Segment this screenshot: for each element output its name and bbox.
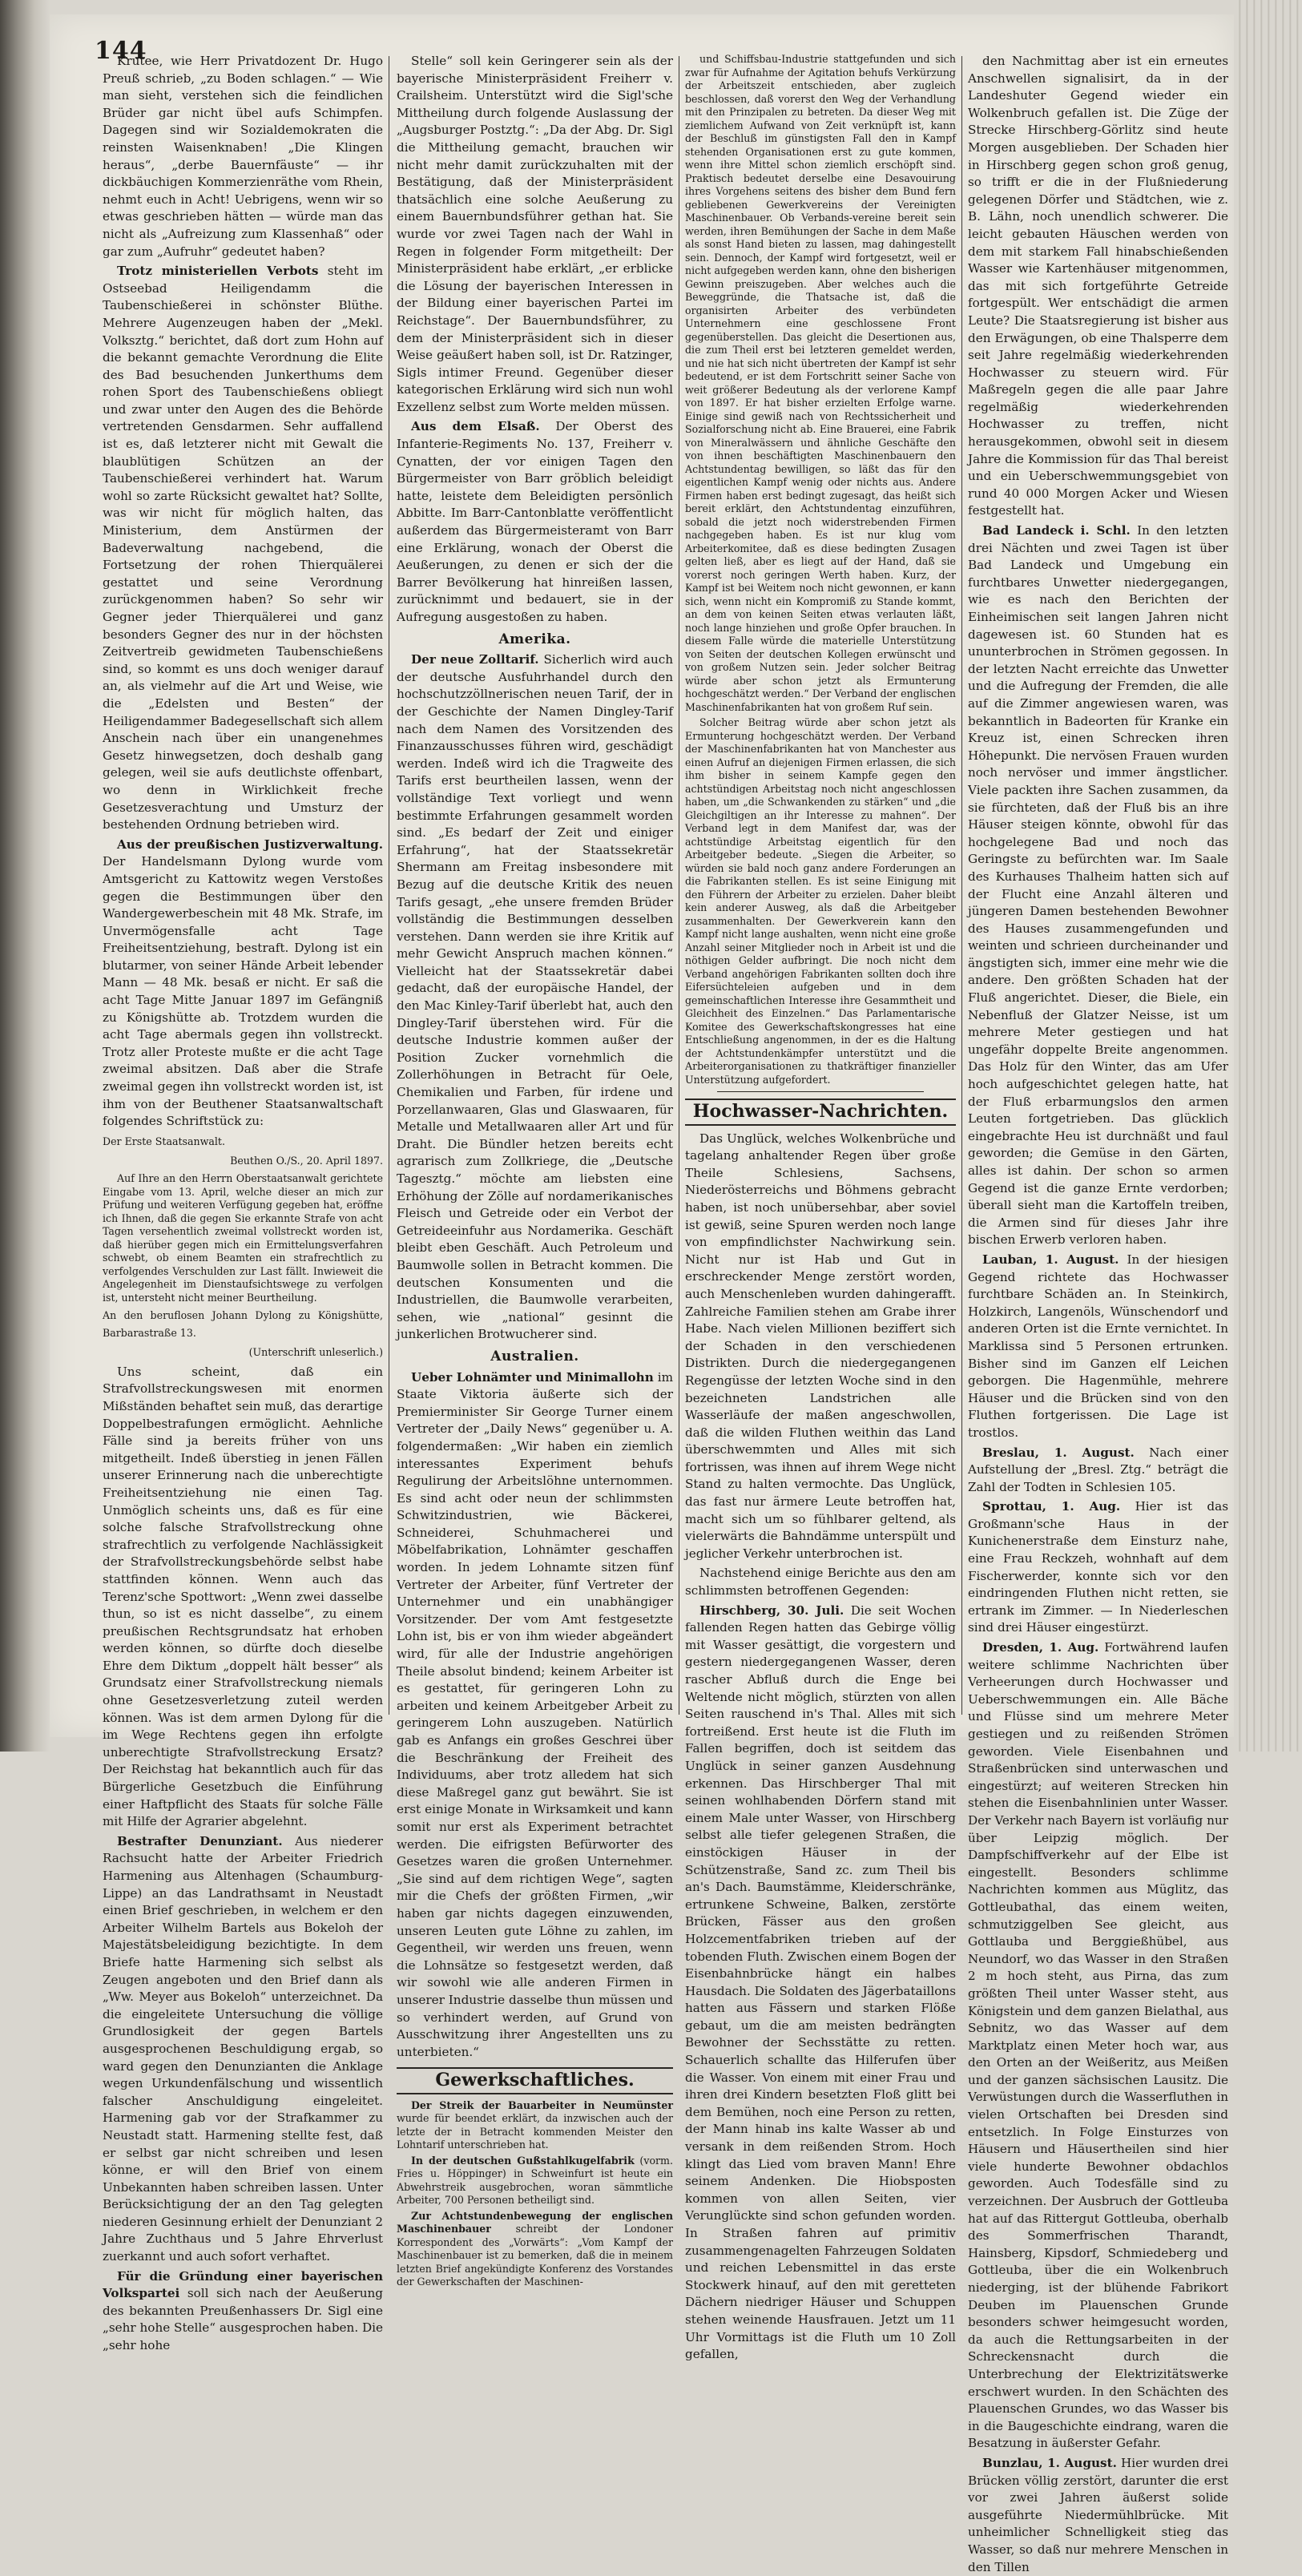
paragraph-body: Der Handelsmann Dylong wurde vom Amtsgericht zu Kattowitz wegen Verstoßes gegen die Bestimmungen über den Wandergewerbeschein mit 48 Mk. Strafe, im Unvermögensfalle acht Tage Freiheitsentziehung, bestraft. Dylong ist ein blutarmer, von seiner Hände Arbeit lebender Mann — 48 Mk. besaß er nicht. Er saß die acht Tage Mitte Januar 1897 im Gefängniß zu Königshütte ab. Trotzdem wurden die acht Tage abermals gegen ihn vollstreckt. Trotz aller Proteste mußte er die acht Tage zweimal absitzen. Daß aber die Strafe zweimal gegen ihn vollstreckt worden ist, ist ihm von der Beuthener Staatsanwaltschaft folgendes Schriftstück zu: <box>103 854 383 1129</box>
paragraph: Uns scheint, daß ein Strafvollstreckungswesen mit enormen Mißständen behaftet sein muß, das derartige Doppelbestrafungen ermöglicht. Aehnliche Fälle sind ja bereits früher von uns mitgetheilt. Indeß überstieg in jenen Fällen unserer Erinnerung nach die unberechtigte Freiheitsentziehung nie einen Tag. Unmöglich scheints uns, daß es für eine solche falsche Strafvollstreckung ohne strafrechtlich zu verfolgende Nachlässigkeit der Strafvollstreckungsbehörde selbst habe stattfinden können. Wenn auch das Terenz'sche Spottwort: „Wenn zwei dasselbe thun, so ist es nicht dasselbe“, zu einem preußischen Rechtsgrundsatz hat erhoben werden können, so dürfte doch dieselbe Ehre dem Diktum „doppelt hält besser“ als Grundsatz einer Strafvollstreckung niemals ohne Gesetzesverletzung zuteil werden können. Was ist dem armen Dylong für die im Wege Rechtens gegen ihn erfolgte unberechtigte Strafvollstreckung Ersatz? Der Reichstag hat bekanntlich auch für das Bürgerliche Gesetzbuch die Einführung einer Haftpflicht des Staats für solche Fälle mit Hilfe der Agrarier abgelehnt. <box>103 1364 383 1829</box>
paragraph-body: Fortwährend laufen weitere schlimme Nachrichten über Verheerungen durch Hochwasser und Ueberschwemmungen ein. Alle Bäche und Flüsse sind um mehrere Meter gestiegen und zu reißenden Strömen geworden. Viele Eisenbahnen und Straßenbrücken sind unterwaschen und eingestürzt; auf weiteren Strecken hin stehen die Eisenbahnlinien unter Wasser. Der Verkehr nach Bayern ist vorläufig nur über Leipzig möglich. Der Dampfschiffverkehr auf der Elbe ist eingestellt. Besonders schlimme Nachrichten kommen aus Müglitz, das Gottleubathal, das einem weiten, schmutziggelben See gleicht, aus Gottlauba und Berggießhübel, aus Neundorf, wo das Wasser in den Straßen 2 m hoch steht, aus Pirna, das zum größten Theil unter Wasser steht, aus Königstein und dem ganzen Bielathal, aus Sebnitz, wo das Wasser auf dem Marktplatz einen Meter hoch war, aus den Orten an der Weißeritz, aus Meißen und der ganzen sächsischen Lausitz. Die Verwüstungen durch die Wasserfluthen in vielen Ortschaften bei Dresden sind entsetzlich. In Folge Einsturzes von Häusern und Häusertheilen sind hier viele hunderte Bewohner obdachlos geworden. Auch Todesfälle sind zu verzeichnen. Der Ausbruch der Gottleuba hat auf das Rittergut Gottleuba, oberhalb des Sommerfrischen Tharandt, Hainsberg, Kipsdorf, Schmiedeberg und Gottleuba, über die ein Wolkenbruch niederging, ist der blühende Fabrikort Deuben im Plauenschen Grunde besonders schwer heimgesucht worden, da auch die Rettungsarbeiten in der Schreckensnacht durch die Unterbrechung der Elektrizitätswerke erschwert wurden. In den Schächten des Plauenschen Grundes, wo das Wasser bis in die Baugeschichte eindrang, waren die Besatzung in äußerster Gefahr. <box>968 1640 1229 2451</box>
paragraph-body: Nach einer Aufstellung der „Bresl. Ztg.“ beträgt die Zahl der Todten in Schlesien 105. <box>968 1445 1228 1494</box>
page-edges <box>1234 0 1302 1752</box>
letter-signature: (Unterschrift unleserlich.) <box>248 1346 383 1359</box>
quoted-letter: Auf Ihre an den Herrn Oberstaatsanwalt gerichtete Eingabe vom 13. April, welche dieser an mich zur Prüfung und weiteren Verfügung gegeben hat, eröffne ich Ihnen, daß die gegen Sie erkannte Strafe von acht Tagen versehentlich zweimal vollstreckt worden ist, daß hierüber gegen mich ein Ermittelungsverfahren schwebt, ob einem Beamten ein strafrechtlich zu verfolgendes Verschulden zur Last fällt. Inwieweit die Angelegenheit im Dienstaufsichtswege zu verfolgen ist, untersteht nicht meiner Beurtheilung. <box>103 1172 383 1304</box>
paragraph-body: soll sich nach der Aeußerung des bekannten Preußenhassers Dr. Sigl eine „sehr hohe Stelle“ ausgesprochen haben. Die „sehr hohe <box>103 2286 383 2353</box>
paragraph <box>968 1639 1228 2453</box>
paragraph <box>397 1369 673 2062</box>
paragraph-body: (vorm. Fries u. Höppinger) in Schweinfurt ist heute ein Abwehrstreik ausgebrochen, woran sämmtliche Arbeiter, 700 Personen betheiligt sind. <box>397 2154 673 2207</box>
paragraph-lead: In der deutschen Gußstahlkugelfabrik <box>411 2154 635 2167</box>
paragraph-lead: Trotz ministeriellen Verbots <box>117 264 319 279</box>
book-binding <box>0 0 50 1752</box>
paragraph: und Schiffsbau-Industrie stattgefunden und sich zwar für Aufnahme der Agitation behufs Verkürzung der Arbeitszeit entschieden, aber zugleich beschlossen, daß vorerst den Weg der Verhandlung mit den Prinzipalen zu betreten. Da dieser Weg mit ziemlichem Aufwand von Zeit verknüpft ist, kann der Beschluß im günstigsten Fall den in Kampf stehenden Organisationen erst zu gute kommen, wenn ihre Mittel schon ziemlich erschöpft sind. Praktisch bedeutet derselbe eine Desavouirung ihres Vorgehens seitens des bisher dem Bund fern gebliebenen Gewerkvereins der Vereinigten Maschinenbauer. Ob Verbands-vereine bereit sein werden, ihren Bemühungen der Sache in dem Maße als sonst Hand bieten zu lassen, mag dahingestellt sein. Dennoch, der Kampf wird fortgesetzt, weil er nicht aufgegeben werden kann, ohne den bisherigen Gewinn preiszugeben. Aber welches auch die Beweggründe, die Thatsache ist, daß die organisirten Arbeiter des verbündeten Unternehmern eine geschlossene Front gegenüberstellen. Das gleicht die Desertionen aus, die zum Theil erst bei letzteren gemeldet werden, und nie hat sich nicht übertreten der Kampf ist sehr bedeutend, er ist dem Fortschritt seiner Sache von weit größerer Bedeutung als der verlorene Kampf von 1897. Er hat bisher erzielten Erfolge warne. Einige sind gewiß nach von Rechtssicherheit und Sozialforschung nicht ab. Eine Brauerei, eine Fabrik von Mineralwässern und ähnliche Geschäfte den von ihnen beschäftigten Maschinenbauern den Achtstundentag bewilligen, so läßt das für den eigentlichen Kampf wenig oder nichts aus. Andere Firmen haben erst bedingt zugesagt, das heißt sich bereit erklärt, den Achtstundentag einzuführen, sobald die jetzt noch widerstrebenden Firmen nachgegeben haben. Es ist nur klug vom Arbeiterkomitee, daß es diese bedingten Zusagen gelten ließ, aber es liegt auf der Hand, daß sie vorerst noch geringen Werth haben. Kurz, der Kampf ist bei Weitem noch nicht gewonnen, er kann sich, wenn nicht ein Kompromiß zu Stande kommt, an dem von keinen Seiten etwas verlauten läßt, noch lange hinziehen und große Opfer brauchen. In diesem Falle würde die materielle Unterstützung von Seiten der deutschen Kollegen erwünscht und von großem Nutzen sein. Jeder solcher Beitrag würde aber schon jetzt als Ermunterung hochgeschätzt werden.“ Der Verband der englischen Maschinenfabrikanten hat von großem Ruf sein. <box>685 53 956 713</box>
column-2 <box>397 53 674 2288</box>
paragraph-body: Der Oberst des Infanterie-Regiments No. 137, Freiherr v. Cynatten, der vor einigen Tagen den Bürgermeister von Barr gröblich beleidigt hatte, leistete dem Beleidigten persönlich Abbitte. Im Barr-Cantonblatte veröffentlicht außerdem das Bürgermeisteramt von Barr eine Erklärung, wonach der Oberst die Aeußerungen, zu denen er sich der die Barrer Bevölkerung hat hinreißen lassen, zurücknimmt und bedauert, sie in der Aufregung ausgestoßen zu haben. <box>397 419 674 624</box>
paragraph: Das Unglück, welches Wolkenbrüche und tagelang anhaltender Regen über große Theile Schlesiens, Sachsens, Niederösterreichs und Böhmens gebracht haben, ist noch unübersehbar, aber soviel ist gewiß, seine Spuren werden noch lange von empfindlichster Nachwirkung sein. Nicht nur ist Hab und Gut in erschreckender Menge zerstört worden, auch Menschenleben wurden dahingerafft. Zahlreiche Familien stehen am Grabe ihrer Habe. Nach vielen Millionen beziffert sich der Schaden in den verschiedenen Distrikten. Durch die niedergegangenen Regengüsse der letzten Woche sind in den bezeichneten Landstrichen alle Wasserläufe der maßen angeschwollen, daß die wilden Fluthen weithin das Land überschwemmten und Alles mit sich fortrissen, was ihnen auf ihrem Wege nicht Stand zu halten vermochte. Das Unglück, das fast nur ärmere Leute betroffen hat, macht sich um so fühlbarer geltend, als vielerwärts die Bahndämme unterspült und jeglicher Verkehr unterbrochen ist. <box>685 1131 956 1561</box>
paragraph-body: Hier wurden drei Brücken völlig zerstört, darunter die erst vor zwei Jahren äußerst solide ausgeführte Niedermühlbrücke. Mit unheimlicher Schnelligkeit stieg das Wasser, so daß nur mehrere Menschen in den Tillen <box>968 2455 1228 2574</box>
paragraph-body: wurde für beendet erklärt, da inzwischen auch der letzte der in Betracht kommenden Meister den Lohntarif unterschrieben hat. <box>397 2112 673 2151</box>
section-heading: Gewerkschaftliches. <box>397 2067 673 2094</box>
paragraph-lead: Ueber Lohnämter und Minimallohn <box>411 1369 654 1385</box>
signature-line: Der Erste Staatsanwalt. <box>103 1135 225 1147</box>
paragraph <box>397 2155 673 2207</box>
column-1 <box>103 53 384 2353</box>
dateline: Beuthen O./S., 20. April 1897. <box>230 1155 383 1167</box>
section-heading: Australien. <box>490 1348 579 1365</box>
section-heading: Hochwasser-Nachrichten. <box>685 1099 956 1126</box>
paragraph <box>968 1252 1228 1442</box>
paragraph <box>968 2455 1228 2576</box>
paragraph <box>968 1498 1228 1637</box>
paragraph-lead: Hirschberg, 30. Juli. <box>699 1602 844 1618</box>
paragraph-lead: Zur Achtstundenbewegung der englischen Maschinenbauer <box>397 2209 673 2235</box>
paragraph: den Nachmittag aber ist ein erneutes Anschwellen signalisirt, da in der Landeshuter Gegend wieder ein Wolkenbruch gefallen ist. Die Züge der Strecke Hirschberg-Görlitz sind heute Morgen ausgeblieben. Der Schaden hier in Hirschberg gegen schon groß genug, so trifft er die in der Flußniederung gelegenen Dörfer und Städtchen, wie z. B. Lähn, noch unendlich schwerer. Die leicht gebauten Häuschen werden von dem mit starkem Fall hinabschießenden Wasser wie Kartenhäuser mitgenommen, das mit sich fortgeführte Getreide fortgespült. Wer entschädigt die armen Leute? Die Staatsregierung ist bisher aus den Erwägungen, ob eine Thalsperre dem seit Jahre regelmäßig wiederkehrenden Hochwasser zu steuern wird. Für Maßregeln gegen die alle paar Jahre regelmäßig wiederkehrenden Hochwasser zu treffen, nicht herausgekommen, obwohl seit in diesem Jahre die Kommission für das Thal bereist und ein Ueberschwemmungsgebiet von rund 40 000 Morgen Acker und Wiesen festgestellt hat. <box>968 54 1228 518</box>
paragraph <box>397 418 673 626</box>
paragraph-lead: Breslau, 1. August. <box>982 1445 1135 1460</box>
paragraph-body: Die seit Wochen fallenden Regen hatten das Gebirge völlig mit Wasser gesättigt, die vorgestern und gestern niedergegangenen Wasser, deren rascher Abfluß durch die Enge bei Weltende nicht möglich, stürzten von allen Seiten rauschend in's Thal. Alles mit sich fortreißend. Erst heute ist die Fluth im Fallen begriffen, doch ist seitdem das Unglück in seiner ganzen Ausdehnung erkennen. Das Hirschberger Thal mit seinen wohlhabenden Dörfern stand mit einem Male unter Wasser, von Hirschberg selbst alle tiefer gelegenen Straßen, die einstöckigen Häuser in der Schützenstraße, Sand zc. zum Theil bis an's Dach. Baumstämme, Kleiderschränke, ertrunkene Schweine, Balken, zerstörte Brücken, Fässer aus den großen Holzcementfabriken trieben auf der tobenden Fluth. Zwischen einem Bogen der Eisenbahnbrücke hängt ein halbes Hausdach. Die Soldaten des Jägerbataillons hatten aus Fässern und starken Flöße gebaut, um die am meisten bedrängten Bewohner der Sechsstätte zu retten. Schauerlich schallte das Hilferufen über die Wasser. Von einem mit einer Frau und ihren drei Kindern besetzten Floß glitt bei dem Bemühen, noch eine Person zu retten, der Mann hinab ins kalte Wasser ab und versank in dem reißenden Strom. Hoch klingt das Lied vom braven Mann! Ehre seinem Andenken. Die Hiobsposten kommen von allen Seiten, vier Verunglückte sind schon gefunden worden. In Straßen fahren auf primitiv zusammengenagelten Fahrzeugen Soldaten und reichen Lebensmittel in das erste Stockwerk hinauf, auf den mit geretteten Dächern niedriger Häuser und Schuppen stehen weinende Hausfrauen. Jetzt um 11 Uhr Vormittags ist die Fluth um 10 Zoll gefallen, <box>685 1602 957 2362</box>
paragraph-body: Aus niederer Rachsucht hatte der Arbeiter Friedrich Harmening aus Altenhagen (Schaumburg-Lippe) an das Landrathsamt in Neustadt einen Brief geschrieben, in welchem er den Arbeiter Wilhelm Bartels aus Bokeloh der Majestätsbeleidigung bezichtigte. In dem Briefe hatte Harmening sich selbst als Zeugen angeboten und den Brief dann als „Ww. Meyer aus Bokeloh“ unterzeichnet. Da die eingeleitete Untersuchung die völlige Grundlosigkeit der gegen Bartels ausgesprochenen Beschuldigung ergab, so ward gegen den Denunzianten die Anklage wegen Urkundenfälschung und wissentlich falscher Anschuldigung eingeleitet. Harmening gab vor der Strafkammer zu Neustadt statt. Harmening stellte fest, daß er selbst gar nicht schreiben und lesen könne, er will den Brief von einem Unbekannten haben schreiben lassen. Unter Berücksichtigung der an den Tag gelegten niederen Gesinnung erhielt der Denunziant 2 Jahre Zuchthaus und 5 Jahre Ehrverlust zuerkannt und auch sofort verhaftet. <box>103 1833 384 2264</box>
paragraph: Solcher Beitrag würde aber schon jetzt als Ermunterung hochgeschätzt werden. Der Verband der Maschinenfabrikanten hat von Manchester aus einen Aufruf an diejenigen Firmen erlassen, die sich ihm bisher in seinem Kampfe gegen den achtstündigen Arbeitstag noch nicht angeschlossen haben, um „die Schwankenden zu stärken“ und „die Gleichgiltigen an ihr Interesse zu mahnen“. Der Verband legt in dem Manifest dar, was der achtstündige Arbeitstag eigentlich für den Arbeitgeber bedeute. „Siegen die Arbeiter, so würden sie bald noch ganz andere Forderungen an die Fabrikanten stellen. Es ist seine Einigung mit den Führern der Arbeiter zu erzielen. Daher bleibt kein anderer Ausweg, als daß die Arbeitgeber zusammenhalten. Der Gewerkverein kann den Kampf nicht lange aushalten, wenn nicht eine große Anzahl seiner Mitglieder noch in Arbeit ist und die nöthigen Gelder aufbringt. Die noch nicht dem Verband angehörigen Fabrikanten sollten doch ihre Eifersüchteleien aufgeben und in dem gemeinschaftlichen Interesse ihre Gesammtheit und Gleichheit des Einzelnen.“ Das Parlamentarische Komitee des Gewerkschaftskongresses hat eine Entschließung angenommen, in der es die Haltung der Achtstundenkämpfer unterstützt und die Arbeiterorganisationen zu thatkräftiger finanzieller Unterstützung aufgefordert. <box>685 716 956 1086</box>
paragraph <box>968 1445 1228 1497</box>
column-rule <box>961 56 962 1715</box>
paragraph <box>397 2099 673 2152</box>
paragraph: Krutee, wie Herr Privatdozent Dr. Hugo Preuß schrieb, „zu Boden schlagen.“ — Wie man sieht, verstehen sich die feindlichen Brüder gar nicht übel aufs Schimpfen. Dagegen sind wir Sozialdemokraten die reinsten Waisenknaben! „Die Klingen heraus“, „derbe Bauernfäuste“ — ihr dickbäuchigen Kommerzienräthe vom Rhein, nehmt euch in Acht! Uebrigens, wenn wir so etwas geschrieben hätten — würde man das nicht als „Aufreizung zum Klassenhaß“ oder gar zum „Aufruhr“ gedeutet haben? <box>103 54 383 259</box>
paragraph <box>968 522 1228 1249</box>
paragraph-lead: Dresden, 1. Aug. <box>982 1640 1099 1655</box>
paragraph <box>103 263 383 834</box>
paragraph-lead: Der neue Zolltarif. <box>411 652 539 667</box>
divider <box>717 1091 924 1092</box>
paragraph-body: Sicherlich wird auch der deutsche Ausfuhrhandel durch den hochschutzzöllnerischen neuen Tarif, der in der Geschichte der Namen Dingley-Tarif nach dem Namen des Vorsitzenden des Finanzausschusses führen wird, geschädigt werden. Indeß wird ich die Tragweite des Tarifs erst beurtheilen lassen, wenn der vollständige Text vorliegt und wenn bestimmte Erfahrungen gesammelt worden sind. „Es bedarf der Zeit und einiger Erfahrung“, hat der Staatssekretär Shermann am Freitag insbesondere mit Bezug auf die deutsche Kritik des neuen Tarifs gesagt, „ehe unsere fremden Brüder vollständig die Bestimmungen desselben verstehen. Dann werden sie ihre Kritik auf mehr Gewicht Anspruch machen können.“ Vielleicht hat der Staatssekretär dabei gedacht, daß der europäische Handel, der den Mac Kinley-Tarif überlebt hat, auch den Dingley-Tarif überstehen wird. Für die deutsche Industrie kommen außer der Position Zucker vornehmlich die Zollerhöhungen in Betracht für Oele, Chemikalien und Farben, für irdene und Porzellanwaaren, Glas und Glaswaaren, für Metalle und Metallwaaren aller Art und für Draht. Die Bündler hetzen bereits echt agrarisch zum Zollkriege, die „Deutsche Tagesztg.“ möchte am liebsten eine Erhöhung der Zölle auf nordamerikanisches Fleisch und Getreide oder ein Verbot der Getreideeinfuhr aus Nordamerika. Geschäft bleibt eben Geschäft. Auch Petroleum und Baumwolle sollen in Betracht kommen. Die deutschen Konsumenten und die Industriellen, die Baumwolle verarbeiten, sehen, wie „national“ gesinnt die junkerlichen Brotwucherer sind. <box>397 652 674 1342</box>
paragraph-lead: Bad Landeck i. Schl. <box>982 523 1131 538</box>
paragraph <box>103 836 383 1131</box>
paragraph-lead: Bestrafter Denunziant. <box>117 1833 283 1848</box>
paragraph-body: im Staate Viktoria äußerte sich der Premierminister Sir George Turner einem Vertreter der „Daily News“ gegenüber u. A. folgendermaßen: „Wir haben ein ziemlich interessantes Experiment behufs Regulirung der Arbeitslöhne unternommen. Es sind acht oder neun der schlimmsten Schwitzindustrien, wie Bäckerei, Schneiderei, Schuhmacherei und Möbelfabrikation, Lohnämter geschaffen worden. In jedem Lohnamte sitzen fünf Vertreter der Arbeiter, fünf Vertreter der Unternehmer und ein unabhängiger Vorsitzender. Der vom Amt festgesetzte Lohn ist, bis er von ihm wieder abgeändert wird, für alle der Industrie angehörigen Theile absolut bindend; keinem Arbeiter ist es gestattet, für geringeren Lohn zu arbeiten und keinem Arbeitgeber Arbeit zu geringerem Lohn auszugeben. Natürlich gab es Anfangs ein großes Geschrei über die Beschränkung der Freiheit des Individuums, aber trotz alledem hat sich diese Maßregel ganz gut bewährt. Sie ist erst einige Monate in Wirksamkeit und kann somit nur erst als Experiment betrachtet werden. Die eifrigsten Befürworter des Gesetzes waren die großen Unternehmer. „Sie sind auf dem richtigen Wege“, sagten mir die Chefs der größten Firmen, „wir haben gar nichts dagegen einzuwenden, unseren Leuten gute Löhne zu zahlen, im Gegentheil, wir werden uns freuen, wenn die Lohnsätze so festgesetzt werden, daß wir sowohl wie alle anderen Firmen in unserer Industrie dasselbe thun müssen und so verhindert werden, auf Grund von Ausschwitzung ihrer Angestellten uns zu unterbieten.“ <box>397 1369 674 2059</box>
paragraph-body: In den letzten drei Nächten und zwei Tagen ist über Bad Landeck und Umgebung ein furchtbares Unwetter niedergegangen, wie es nach den Berichten der Einheimischen seit langen Jahren nicht dagewesen ist. 60 Stunden hat es ununterbrochen in Strömen gegossen. In der letzten Nacht erreichte das Unwetter und die Aufregung der Fremden, die alle auf die Zimmer angewiesen waren, was bekanntlich in Badeorten für Kranke ein Kreuz ist, einen Schrecken ihren Höhepunkt. Die nervösen Frauen wurden noch nervöser und immer ängstlicher. Viele packten ihre Sachen zusammen, da sie fürchteten, daß der Fluß bis an ihre Häuser steigen könnte, obwohl für das hochgelegene Bad und noch das Geringste zu befürchten war. Im Saale des Kurhauses Thalheim hatten sich auf der Flucht eine Anzahl älteren und jüngeren Damen bestehenden Bewohner des Hauses zusammengefunden und weinten und schrieen durcheinander und ängstigten sich, immer eine mehr wie die andere. Den größten Schaden hat der Fluß angerichtet. Dieser, die Biele, ein Nebenfluß der Glatzer Neisse, ist um mehrere Meter gestiegen und hat ungefähr doppelte Breite angenommen. Das Holz für den Winter, das am Ufer hoch aufgeschichtet gelegen hatte, hat der Fluß erbarmungslos den armen Leuten fortgetrieben. Das glücklich eingebrachte Heu ist durchnäßt und faul geworden; die Gemüse in den Gärten, alles ist dahin. Der schon so armen Gegend ist die ganze Ernte verdorben; überall sieht man die Kartoffeln treiben, die Armen sind für dieses Jahr ihre bischen Erwerb verloren haben. <box>968 523 1228 1248</box>
paragraph <box>685 1602 956 2364</box>
paragraph-lead: Lauban, 1. August. <box>982 1252 1119 1267</box>
paragraph-lead: Der Streik der Bauarbeiter in Neumünster <box>411 2098 673 2111</box>
paragraph <box>397 651 673 1344</box>
paragraph-body: schreibt der Londoner Korrespondent des „Vorwärts“: „Vom Kampf der Maschinenbauer ist zu bemerken, daß die in meinem letzten Brief angekündigte Konferenz des Vorstandes der Gewerkschaften der Maschinen- <box>397 2223 673 2288</box>
paragraph-lead: Bunzlau, 1. August. <box>982 2455 1117 2470</box>
paragraph-lead: Für die Gründung einer bayerischen Volkspartei <box>103 2268 383 2301</box>
page-number: 144 <box>95 37 147 65</box>
section-heading: Amerika. <box>498 631 571 647</box>
column-4 <box>968 53 1229 2574</box>
paragraph: Nachstehend einige Berichte aus den am schlimmsten betroffenen Gegenden: <box>685 1566 956 1598</box>
paragraph <box>103 2268 383 2355</box>
column-3 <box>685 53 957 2362</box>
paragraph <box>397 2210 673 2289</box>
paragraph-body: Hier ist das Großmann'sche Haus in der Kunichenerstraße dem Einsturz nahe, eine Frau Reckzeh, wohnhaft auf dem Fischerwerder, konnte sich vor den eindringenden Fluthen nicht retten, sie ertrank im Zimmer. — In Niederleschen sind drei Häuser eingestürzt. <box>968 1499 1228 1635</box>
paragraph-lead: Aus dem Elsaß. <box>411 419 540 434</box>
paragraph-body: In der hiesigen Gegend richtete das Hochwasser furchtbare Schäden an. In Steinkirch, Holzkirch, Langenöls, Wünschendorf und anderen Orten ist die Ernte vernichtet. In Marklissa sind 5 Personen ertrunken. Bisher sind im Ganzen elf Leichen geborgen. Die Hagenmühle, mehrere Häuser und die Brücken sind von den Fluthen fortgerissen. Die Lage ist trostlos. <box>968 1252 1228 1440</box>
paragraph-lead: Sprottau, 1. Aug. <box>982 1499 1121 1514</box>
paragraph-lead: Aus der preußischen Justizverwaltung. <box>117 836 383 852</box>
paragraph <box>103 1833 383 2266</box>
paragraph: Stelle“ soll kein Geringerer sein als der bayerische Ministerpräsident Freiherr v. Crailsheim. Unterstützt wird die Sigl'sche Mittheilung durch folgende Auslassung der „Augsburger Postztg.“: „Da der Abg. Dr. Sigl die Mittheilung gemacht, brauchen wir nicht mehr damit zurückzuhalten mit der Bestätigung, daß der Ministerpräsident thatsächlich eine solche Aeußerung zu einem Bauernbundsführer gethan hat. Sie wurde vor zwei Tagen nach der Wahl in Regen in folgender Form mitgetheilt: Der Ministerpräsident habe erklärt, „er erblicke die Lösung der bayerischen Interessen in der Bildung einer bayerischen Partei im Reichstage“. Der Bauernbundsführer, zu dem der Ministerpräsident sich in dieser Weise geäußert haben soll, ist Dr. Ratzinger, Sigls intimer Freund. Gegenüber dieser kategorischen Erklärung wird sich nun wohl Exzellenz selbst zum Worte melden müssen. <box>397 54 673 414</box>
letter-address: An den beruflosen Johann Dylong zu Königshütte, Barbarastraße 13. <box>103 1309 383 1339</box>
paragraph-body: steht im Ostseebad Heiligendamm die Taubenschießerei in schönster Blüthe. Mehrere Augenzeugen haben der „Mekl. Volksztg.“ berichtet, daß dort zum Hohn auf die bekannt gemachte Verordnung die Elite des Bad besuchenden Junkerthums dem rohen Sport des Taubenschießens obliegt und zwar unter den Augen des die Behörde vertretenden Gensdarmen. Sehr auffallend ist es, daß letzterer nicht mit Gewalt die blaublütigen Schützen an der Taubenschießerei verhindert hat. Warum wohl so zarte Rücksicht gewaltet hat? Sollte, was wir nicht für möglich halten, das Ministerium, dem Anstürmen der Badeverwaltung nachgebend, die Fortsetzung der rohen Thierquälerei gestattet und seine Verordnung zurückgenommen haben? So sehr wir Gegner jeder Thierquälerei und ganz besonders Gegner des nur in der höchsten Zeitvertreib gewidmeten Taubenschießens sind, so kommt es uns doch weniger darauf an, als vielmehr auf die Art und Weise, wie die „Edelsten und Besten“ der Heiligendammer Badegesellschaft sich allem Anschein nach über ein unangenehmes Gesetz hinwegsetzen, doch deshalb gang gelegen, weil sie aufs deutlichste offenbart, wo denn in Wirklichkeit freche Gesetzesverachtung und Umsturz der bestehenden Ordnung betrieben wird. <box>103 264 384 832</box>
